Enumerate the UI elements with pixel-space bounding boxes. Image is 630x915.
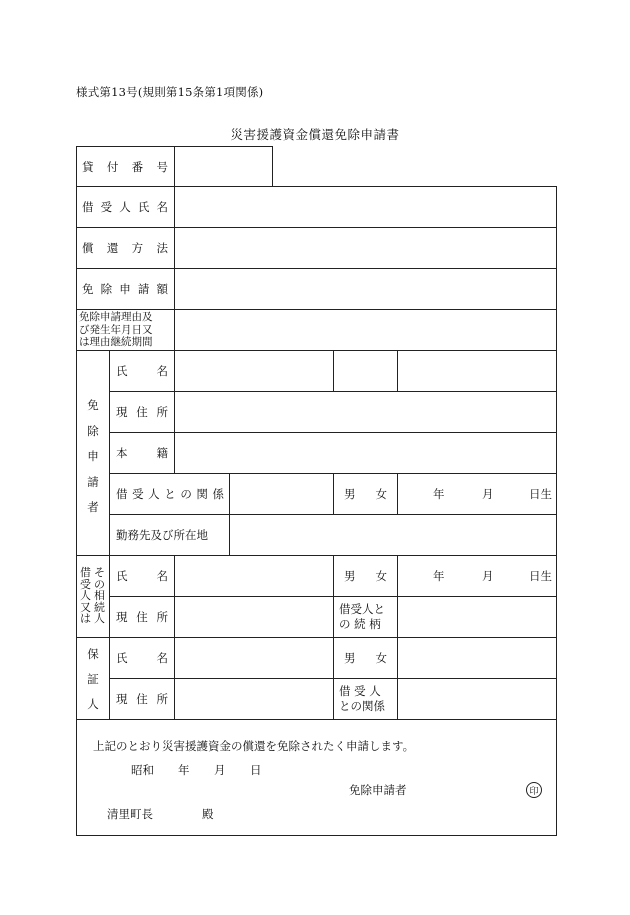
heir-relation-label: 借受人と の 続 柄 <box>339 602 385 631</box>
exemption-reason-field[interactable] <box>175 310 556 350</box>
applicant-name-field[interactable] <box>175 351 333 391</box>
applicant-address-field[interactable] <box>175 392 556 432</box>
guarantor-address-label: 現 住 所 <box>116 692 168 706</box>
document-title: 災害援護資金償還免除申請書 <box>230 127 400 142</box>
guarantor-relation-field[interactable] <box>398 679 556 719</box>
addressee: 清里町長 <box>107 807 153 821</box>
heir-address-field[interactable] <box>175 597 333 637</box>
guarantor-relation-label: 借 受 人 との関係 <box>339 684 385 713</box>
applicant-name-label: 氏 名 <box>116 364 168 378</box>
heir-sex[interactable]: 男 女 <box>344 569 387 583</box>
applicant-workplace-field[interactable] <box>230 515 556 555</box>
date-era: 昭和 <box>131 763 154 777</box>
seal-mark: 印 <box>526 782 542 798</box>
guarantor-group-label: 保 証 人 <box>87 647 99 711</box>
application-statement: 上記のとおり災害援護資金の償還を免除されたく申請します。 <box>93 739 415 753</box>
borrower-name-field[interactable] <box>175 187 556 227</box>
heir-relation-field[interactable] <box>398 597 556 637</box>
applicant-address-label: 現 住 所 <box>116 405 168 419</box>
date-year: 年 <box>178 763 190 777</box>
guarantor-name-label: 氏 名 <box>116 651 168 665</box>
guarantor-sex[interactable]: 男 女 <box>344 651 387 665</box>
applicant-birthdate[interactable]: 年 月 日生 <box>433 487 552 501</box>
applicant-group-label: 免 除 申 請 者 <box>87 398 99 514</box>
repayment-method-field[interactable] <box>175 228 556 268</box>
applicant-relation-label: 借 受 人 と の 関 係 <box>116 487 224 501</box>
loan-number-label: 貸 付 番 号 <box>82 159 168 174</box>
heir-address-label: 現 住 所 <box>116 610 168 624</box>
applicant-workplace-label: 勤務先及び所在地 <box>116 528 208 542</box>
exemption-reason-label: 免除申請理由及 び発生年月日又 は理由継続期間 <box>79 311 153 348</box>
guarantor-address-field[interactable] <box>175 679 333 719</box>
borrower-name-label: 借 受 人 氏 名 <box>82 200 168 214</box>
applicant-domicile-field[interactable] <box>175 433 556 473</box>
footer-applicant-label: 免除申請者 <box>349 783 407 797</box>
form-number: 様式第13号(規則第15条第1項関係) <box>76 85 264 99</box>
loan-number-field[interactable] <box>175 147 272 186</box>
honorific: 殿 <box>202 807 214 821</box>
date-month: 月 <box>214 763 226 777</box>
exemption-amount-label: 免 除 申 請 額 <box>82 282 168 296</box>
heir-name-field[interactable] <box>175 556 333 596</box>
exemption-amount-field[interactable] <box>175 269 556 309</box>
applicant-sex[interactable]: 男 女 <box>344 487 387 501</box>
heir-name-label: 氏 名 <box>116 569 168 583</box>
heir-birthdate[interactable]: 年 月 日生 <box>433 569 552 583</box>
guarantor-name-field[interactable] <box>175 638 333 678</box>
applicant-domicile-label: 本 籍 <box>116 446 168 460</box>
date-day: 日 <box>250 763 262 777</box>
repayment-method-label: 償 還 方 法 <box>82 241 168 255</box>
